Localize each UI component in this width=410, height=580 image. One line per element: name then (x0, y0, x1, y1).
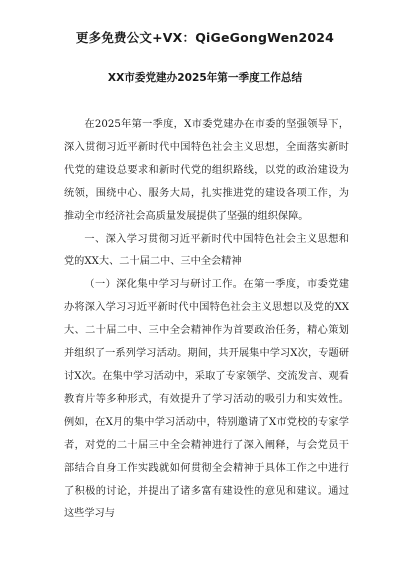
document-body (64, 114, 349, 526)
promo-watermark: 更多免费公文+VX：QiGeGongWen2024 (75, 30, 335, 45)
intro-paragraph: 在2025年第一季度，X市委党建办在市委的坚强领导下，深入贯彻习近平新时代中国特色社会主义思想，全面落实新时代党的建设总要求和新时代党的组织路线，以党的政治建设为统领，围绕中心、服务大局，扎实推进党的建设各项工作，为推动全市经济社会高质量发展提供了坚强的组织保障。 (64, 119, 349, 222)
section-heading: 一、深入学习贯彻习近平新时代中国特色社会主义思想和党的XX大、二十届二中、三中全会精神 (64, 233, 349, 268)
subsection-paragraph: （一）深化集中学习与研讨工作。在第一季度，市委党建办将深入学习习近平新时代中国特色社会主义思想以及党的XX大、二十届二中、三中全会精神作为首要政治任务，精心策划并组织了一系列学习活动。期间，共开展集中学习X次，专题研讨X次。在集中学习活动中，采取了专家领学、交流发言、观看教育片等多种形式，有效提升了学习活动的吸引力和实效性。例如，在X月的集中学习活动中，特别邀请了X市党校的专家学者，对党的二十届三中全会精神进行了深入阐释，与会党员干部结合自身工作实践就如何贯彻全会精神于具体工作之中进行了积极的讨论，并提出了诸多富有建设性的意见和建议。通过这些学习与 (64, 279, 349, 520)
document-title: XX市委党建办2025年第一季度工作总结 (107, 72, 303, 84)
